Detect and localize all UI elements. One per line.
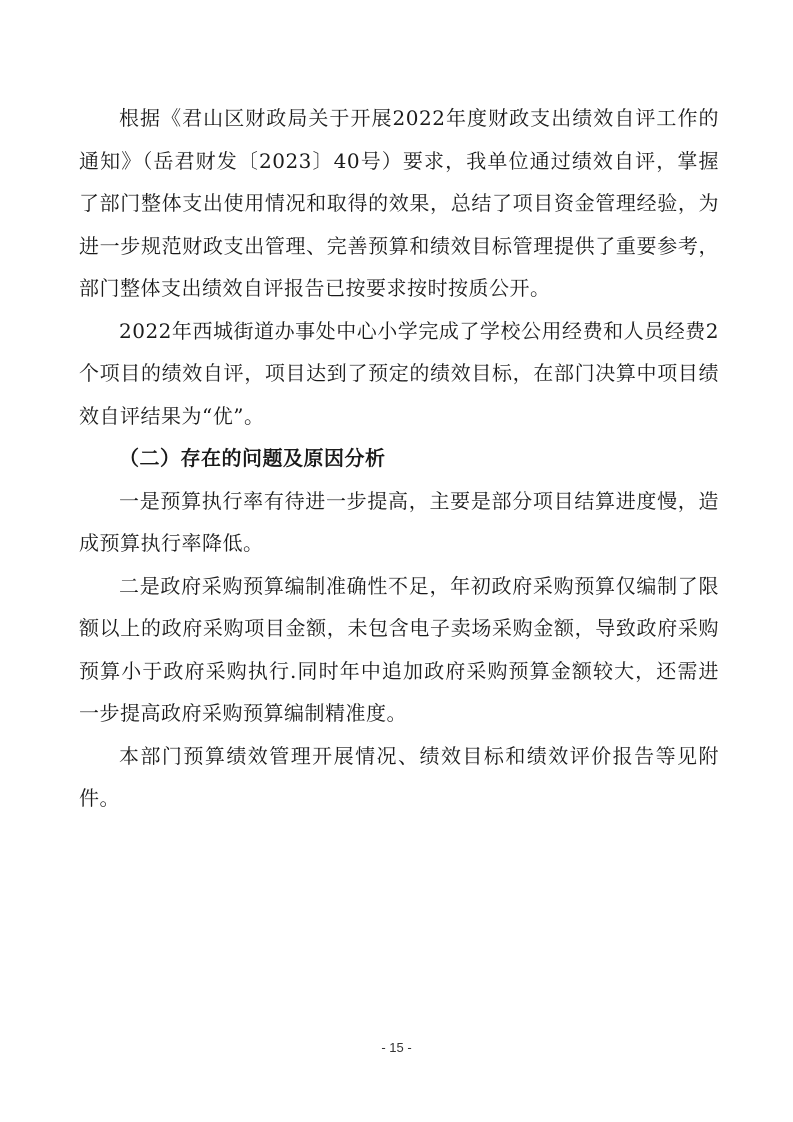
document-body	[79, 97, 719, 820]
paragraph-problem-two: 二是政府采购预算编制准确性不足，年初政府采购预算仅编制了限额以上的政府采购项目金额，未包含电子卖场采购金额，导致政府采购预算小于政府采购执行.同时年中追加政府采购预算金额较大，还需进一步提高政府采购预算编制精准度。	[79, 573, 719, 725]
page-number: - 15 -	[381, 1040, 412, 1055]
paragraph-attachment-note: 本部门预算绩效管理开展情况、绩效目标和绩效评价报告等见附件。	[79, 743, 719, 810]
paragraph-problem-one: 一是预算执行率有待进一步提高，主要是部分项目结算进度慢，造成预算执行率降低。	[79, 488, 719, 555]
paragraph-self-evaluation-result: 2022年西城街道办事处中心小学完成了学校公用经费和人员经费2个项目的绩效自评，项目达到了预定的绩效目标，在部门决算中项目绩效自评结果为“优”。	[79, 318, 719, 428]
section-heading-problems: （二）存在的问题及原因分析	[119, 446, 386, 470]
paragraph-self-evaluation-notice: 根据《君山区财政局关于开展2022年度财政支出绩效自评工作的通知》（岳君财发〔2023〕40号）要求，我单位通过绩效自评，掌握了部门整体支出使用情况和取得的效果，总结了项目资金管理经验，为进一步规范财政支出管理、完善预算和绩效目标管理提供了重要参考，部门整体支出绩效自评报告已按要求按时按质公开。	[79, 106, 719, 300]
